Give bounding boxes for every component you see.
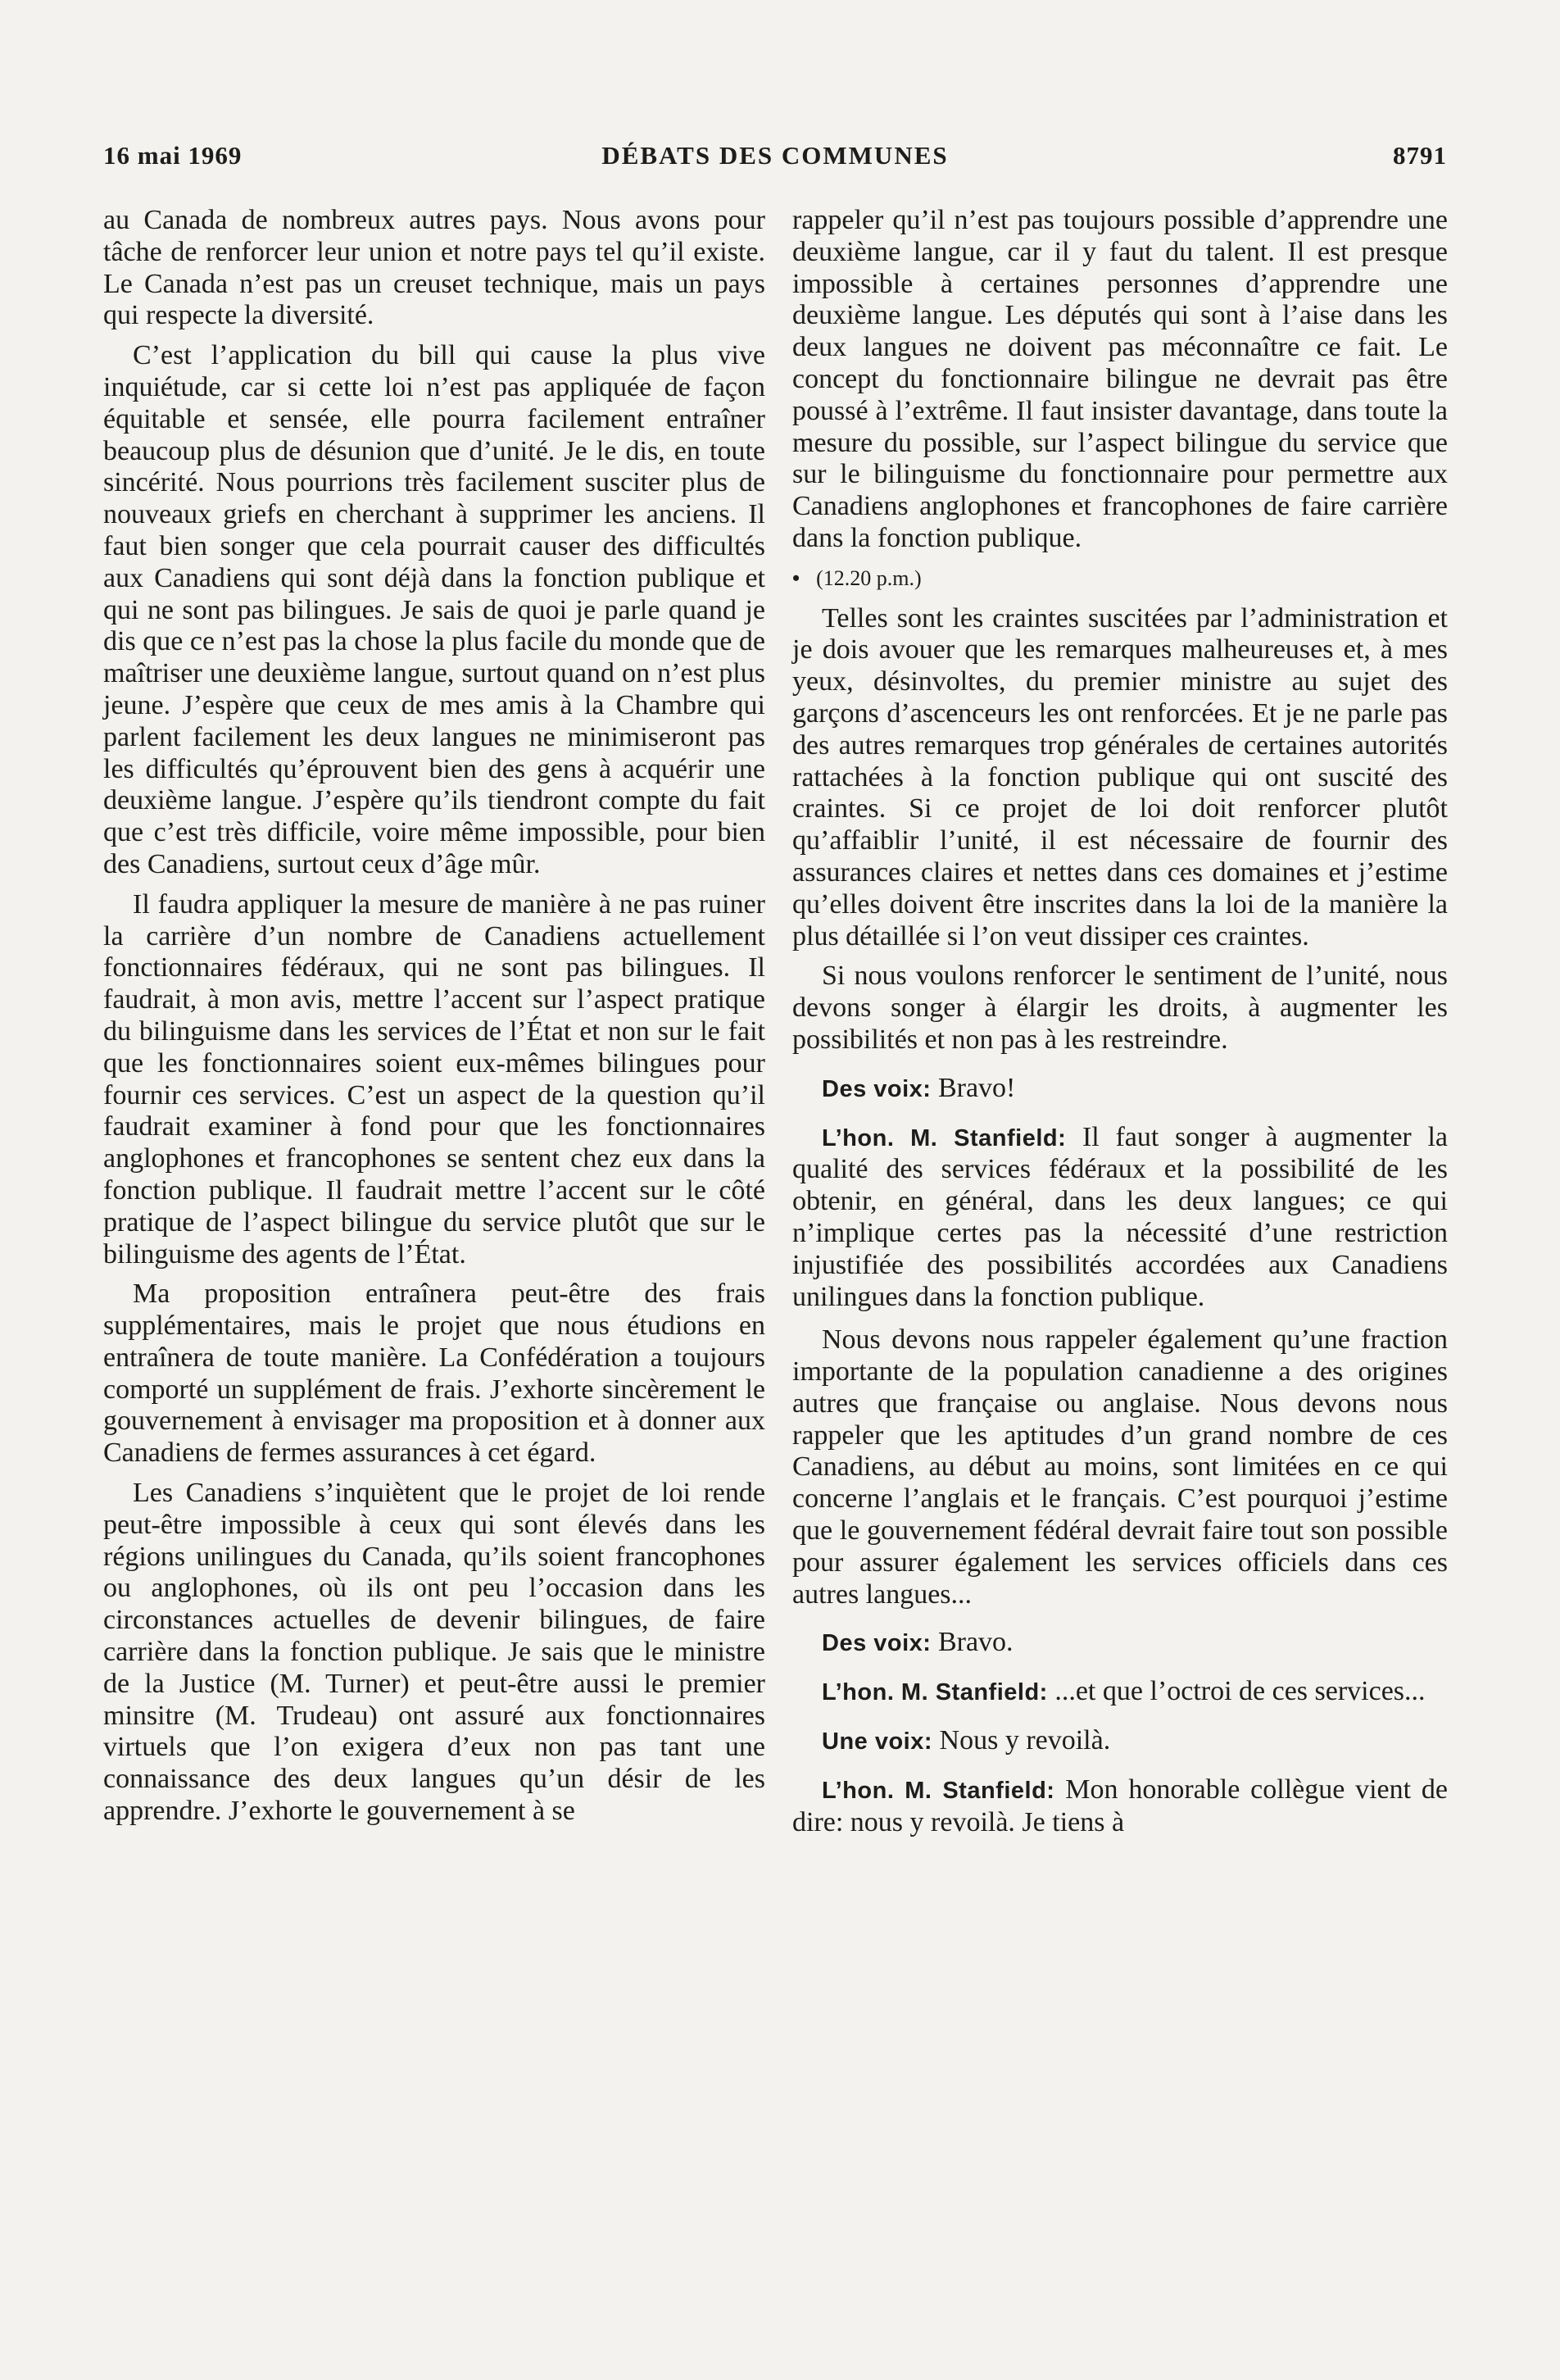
speaker-name: L’hon. M. Stanfield:	[822, 1777, 1055, 1804]
speaker-name: Des voix:	[822, 1075, 932, 1102]
paragraph: Les Canadiens s’inquiètent que le projet de loi rende peut-être impossible à ceux qui sont élevés dans les régions unilingues du Canada, qu’ils soient francophones ou anglophones, où ils ont peu l’occasion dans les circonstances actuelles de devenir bilingues, de faire carrière dans la fonction publique. Je sais que le ministre de la Justice (M. Turner) et peut-être aussi le premier minsitre (M. Trudeau) ont assuré aux fonctionnaires virtuels que l’on exigera d’eux non pas tant une connaissance des deux langues qu’un désir de les apprendre. J’exhorte le gouvernement à se	[103, 1478, 765, 1827]
right-column	[792, 205, 1448, 1850]
speaker-name: Une voix:	[822, 1728, 933, 1755]
paragraph: rappeler qu’il n’est pas toujours possible d’apprendre une deuxième langue, car il y faut du talent. Il est presque impossible à certaines personnes d’apprendre une deuxième langue. Les députés qui sont à l’aise dans les deux langues ne doivent pas méconnaître ce fait. Le concept du fonctionnaire bilingue ne devrait pas être poussé à l’extrême. Il faut insister davantage, dans toute la mesure du possible, sur l’aspect bilingue du service que sur le bilinguisme du fonctionnaire pour permettre aux Canadiens anglophones et francophones de faire carrière dans la fonction publique.	[792, 205, 1448, 553]
paragraph: C’est l’application du bill qui cause la plus vive inquiétude, car si cette loi n’est pas appliquée de façon équitable et sensée, elle pourra facilement entraîner beaucoup plus de désunion que d’unité. Je le dis, en toute sincérité. Nous pourrions très facilement susciter plus de nouveaux griefs en cherchant à supprimer les anciens. Il faut bien songer que cela pourrait causer des difficultés aux Canadiens qui sont déjà dans la fonction publique et qui ne sont pas bilingues. Je sais de quoi je parle quand je dis que ce n’est pas la chose la plus facile du monde que de maîtriser une deuxième langue, surtout quand on n’est plus jeune. J’espère que ceux de mes amis à la Chambre qui parlent facilement les deux langues ne minimiseront pas les difficultés qu’éprouvent bien des gens à acquérir une deuxième langue. J’espère qu’ils tiendront compte du fait que c’est très difficile, voire même impossible, pour bien des Canadiens, surtout ceux d’âge mûr.	[103, 340, 765, 879]
page-header	[103, 136, 1447, 177]
speech-entry	[792, 1676, 1448, 1709]
paragraph: Nous devons nous rappeler également qu’une fraction importante de la population canadienne a des origines autres que française ou anglaise. Nous devons nous rappeler que les aptitudes d’un grand nombre de ces Canadiens, au début au moins, sont limitées en ce qui concerne l’anglais et le français. C’est pourquoi j’estime que le gouvernement fédéral devrait faire tout son possible pour assurer également les services officiels dans ces autres langues...	[792, 1324, 1448, 1610]
header-title: DÉBATS DES COMMUNES	[601, 141, 949, 170]
paragraph: Ma proposition entraînera peut-être des frais supplémentaires, mais le projet que nous étudions en entraînera de toute manière. La Confédération a toujours comporté un supplément de frais. J’exhorte sincèrement le gouvernement à envisager ma proposition et à donner aux Canadiens de fermes assurances à cet égard.	[103, 1279, 765, 1469]
speech-text: Il faut songer à augmenter la qualité des services fédéraux et la possibilité de les obtenir, en général, dans les deux langues; ce qui n’implique certes pas la nécessité d’une restriction injustifiée des possibilités accordées aux Canadiens unilingues dans la fonction publique.	[792, 1121, 1448, 1312]
speaker-name: Des voix:	[822, 1630, 932, 1657]
speech-entry	[792, 1725, 1448, 1758]
speech-text: Bravo!	[931, 1072, 1016, 1103]
speaker-name: L’hon. M. Stanfield:	[822, 1124, 1067, 1151]
speech-text: Bravo.	[931, 1627, 1014, 1658]
paragraph: Telles sont les craintes suscitées par l’administration et je dois avouer que les remarques malheureuses et, à mes yeux, désinvoltes, du premier ministre au sujet des garçons d’ascenceurs les ont renforcées. Et je ne parle pas des autres remarques trop générales de certaines autorités rattachées à la fonction publique qui ont suscité des craintes. Si ce projet de loi doit renforcer plutôt qu’affaiblir l’unité, il est nécessaire de fournir des assurances claires et nettes dans ces domaines et j’estime qu’elles doivent être inscrites dans la loi de la manière la plus détaillée si l’on veut dissiper ces craintes.	[792, 602, 1448, 952]
paragraph: Si nous voulons renforcer le sentiment de l’unité, nous devons songer à élargir les droits, à augmenter les possibilités et non pas à les restreindre.	[792, 961, 1448, 1055]
speech-text: Nous y revoilà.	[932, 1725, 1111, 1756]
left-column	[103, 205, 765, 1836]
speech-text: ...et que l’octroi de ces services...	[1047, 1676, 1426, 1707]
speech-entry	[792, 1122, 1448, 1314]
time-mark: •	[792, 565, 800, 590]
speaker-name: L’hon. M. Stanfield:	[822, 1679, 1048, 1706]
speech-entry	[792, 1073, 1448, 1106]
time-text: (12.20 p.m.)	[816, 565, 922, 590]
paragraph: Il faudra appliquer la mesure de manière à ne pas ruiner la carrière d’un nombre de Canadiens actuellement fonctionnaires fédéraux, qui ne sont pas bilingues. Il faudrait, à mon avis, mettre l’accent sur l’aspect pratique du bilinguisme dans les services de l’État et non sur le fait que les fonctionnaires soient eux-mêmes bilingues pour fournir ces services. C’est un aspect de la question qu’il faudrait examiner à fond pour que les fonctionnaires anglophones et francophones se sentent chez eux dans la fonction publique. Il faudrait mettre l’accent sur le côté pratique de l’aspect bilingue du service plutôt que sur le bilinguisme des agents de l’État.	[103, 888, 765, 1269]
speech-entry	[792, 1774, 1448, 1839]
page-number: 8791	[1393, 141, 1447, 170]
paragraph: au Canada de nombreux autres pays. Nous avons pour tâche de renforcer leur union et notre pays tel qu’il existe. Le Canada n’est pas un creuset technique, mais un pays qui respecte la diversité.	[103, 205, 765, 331]
header-date: 16 mai 1969	[103, 141, 243, 170]
time-stamp	[792, 563, 1448, 595]
speech-text: Mon honorable collègue vient de dire: nous y revoilà. Je tiens à	[792, 1774, 1448, 1837]
speech-entry	[792, 1627, 1448, 1660]
